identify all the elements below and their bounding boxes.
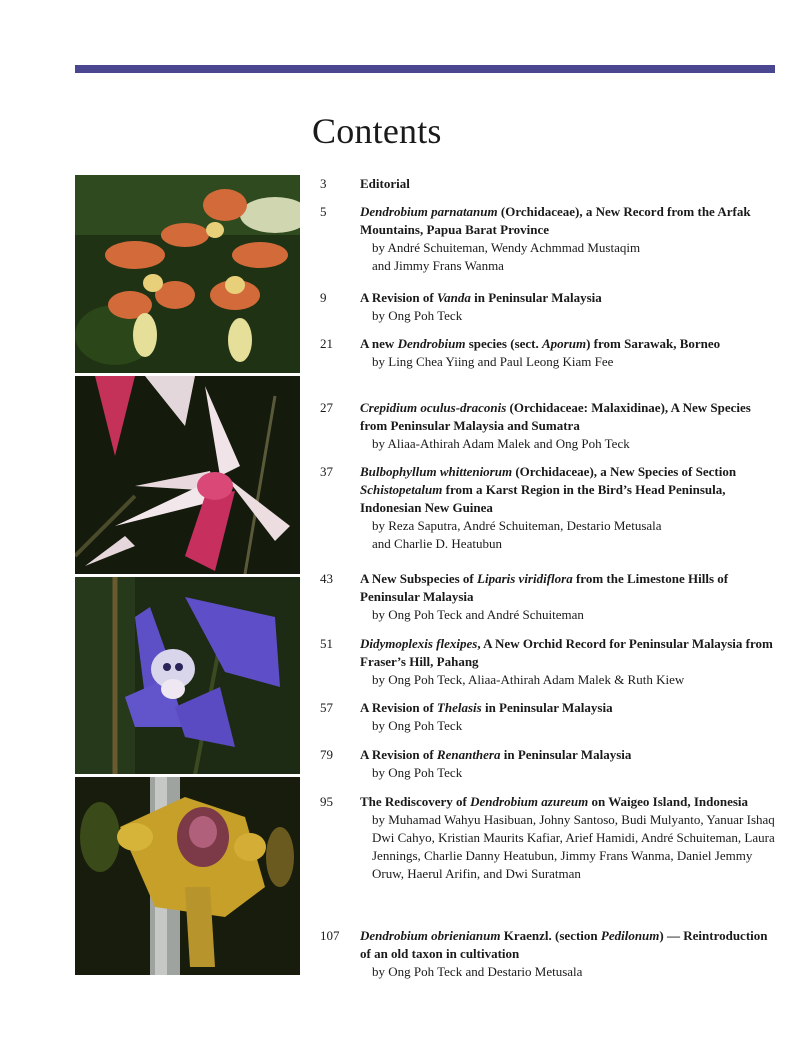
toc-title-segment: from a Karst Region in the Bird’s Head Peninsula, Indonesian New Guinea	[360, 482, 726, 515]
toc-page-number: 21	[320, 336, 333, 351]
toc-entry[interactable]	[320, 699, 780, 735]
page-title: Contents	[312, 111, 442, 151]
toc-title-segment: Dendrobium obrienianum	[360, 928, 501, 943]
toc-title-segment: (Orchidaceae), a New Species of Section	[512, 464, 737, 479]
toc-title-segment: A New Subspecies of	[360, 571, 478, 586]
toc-entry[interactable]	[320, 746, 780, 782]
toc-title-segment: Bulbophyllum whitteniorum	[360, 464, 513, 479]
toc-title-segment: Kraenzl. (section	[500, 928, 601, 943]
toc-title-segment: in Peninsular Malaysia	[470, 290, 602, 305]
toc-entry[interactable]	[320, 335, 780, 371]
toc-entry[interactable]	[320, 927, 780, 981]
toc-entry-authors: by Ling Chea Yiing and Paul Leong Kiam Fee	[372, 354, 614, 369]
toc-page-number: 27	[320, 400, 333, 415]
toc-title-segment: A Revision of	[360, 747, 437, 762]
toc-entry-title	[360, 335, 780, 353]
yellow-orchid-closeup-photo	[75, 777, 300, 975]
toc-entry-title	[360, 570, 780, 606]
toc-entry[interactable]	[320, 635, 780, 689]
toc-page-number: 57	[320, 700, 333, 715]
toc-page-number: 9	[320, 290, 327, 305]
toc-page-number: 37	[320, 464, 333, 479]
toc-entry-authors: by Ong Poh Teck	[372, 765, 463, 780]
toc-title-segment: Dendrobium azureum	[470, 794, 589, 809]
toc-entry-title	[360, 927, 780, 963]
toc-entry-title	[360, 699, 780, 717]
toc-title-segment: Renanthera	[436, 747, 501, 762]
toc-title-segment: (Orchidaceae), a New Record from the Arfak Mountains, Papua Barat Province	[360, 204, 751, 237]
toc-title-segment: Vanda	[436, 290, 471, 305]
toc-entry-authors: by Ong Poh Teck, Aliaa-Athirah Adam Malek & Ruth Kiew	[372, 672, 685, 687]
toc-entry-authors: by André Schuiteman, Wendy Achmmad Mustaqim	[372, 240, 641, 255]
toc-entry[interactable]	[320, 463, 780, 553]
toc-title-segment: Didymoplexis flexipes	[360, 636, 478, 651]
toc-title-segment: Dendrobium parnatanum	[360, 204, 498, 219]
pink-white-orchid-photo	[75, 376, 300, 574]
toc-title-segment: Dendrobium	[397, 336, 466, 351]
toc-title-segment: Editorial	[360, 176, 410, 191]
toc-page-number: 51	[320, 636, 333, 651]
toc-entry-authors: and Jimmy Frans Wanma	[372, 258, 504, 273]
toc-title-segment: in Peninsular Malaysia	[500, 747, 632, 762]
blue-orchid-photo	[75, 577, 300, 775]
toc-title-segment: Thelasis	[436, 700, 482, 715]
toc-title-segment: ) from Sarawak, Borneo	[586, 336, 721, 351]
toc-title-segment: A Revision of	[360, 290, 437, 305]
toc-entry-title	[360, 399, 780, 435]
toc-page-number: 5	[320, 204, 327, 219]
toc-title-segment: Aporum	[542, 336, 587, 351]
photo-column	[75, 175, 300, 975]
toc-page-number: 79	[320, 747, 333, 762]
toc-page-number: 107	[320, 928, 340, 943]
toc-entry-authors: by Ong Poh Teck and Destario Metusala	[372, 964, 583, 979]
toc-title-segment: on Waigeo Island, Indonesia	[588, 794, 749, 809]
toc-entry[interactable]	[320, 175, 780, 193]
toc-entry-title	[360, 289, 780, 307]
toc-title-segment: Liparis viridiflora	[477, 571, 573, 586]
header-rule	[75, 65, 775, 73]
toc-title-segment: Crepidium oculus-draconis	[360, 400, 507, 415]
toc-title-segment: , A New Orchid Record for Peninsular Malaysia from Fraser’s Hill, Pahang	[360, 636, 773, 669]
toc-entry-authors: by Aliaa-Athirah Adam Malek and Ong Poh Teck	[372, 436, 630, 451]
toc-entry-authors: by Muhamad Wahyu Hasibuan, Johny Santoso, Budi Mulyanto, Yanuar Ishaq Dwi Cahyo, Kristian Maurits Kafiar, Arief Hamidi, André Schuiteman, Laura Jennings, Charlie Danny Heatubun, Jimmy Frans Wanma, Daniel Jemmy Oruw, Haerul Arifin, and Dwi Suratman	[372, 812, 775, 881]
toc-page-number: 95	[320, 794, 333, 809]
toc-title-segment: Pedilonum	[600, 928, 660, 943]
toc-entry[interactable]	[320, 793, 780, 883]
toc-page-number: 43	[320, 571, 333, 586]
toc-page-number: 3	[320, 176, 327, 191]
toc-entry-title	[360, 463, 780, 517]
toc-entry-title	[360, 746, 780, 764]
toc-title-segment: Schistopetalum	[360, 482, 443, 497]
orange-orchid-cluster-photo	[75, 175, 300, 373]
toc-entry-authors: by Ong Poh Teck and André Schuiteman	[372, 607, 584, 622]
toc-title-segment: (Orchidaceae: Malaxidinae), A New Species from Peninsular Malaysia and Sumatra	[360, 400, 751, 433]
toc-entry[interactable]	[320, 203, 780, 275]
toc-entry-authors: by Reza Saputra, André Schuiteman, Destario Metusala	[372, 518, 662, 533]
toc-entry[interactable]	[320, 570, 780, 624]
toc-title-segment: from the Limestone Hills of Peninsular Malaysia	[360, 571, 729, 604]
toc-entry[interactable]	[320, 289, 780, 325]
toc-title-segment: A Revision of	[360, 700, 437, 715]
toc-entry-authors: and Charlie D. Heatubun	[372, 536, 502, 551]
toc-title-segment: A new	[360, 336, 398, 351]
toc-title-segment: species (sect.	[465, 336, 542, 351]
toc-entry-authors: by Ong Poh Teck	[372, 718, 463, 733]
toc-entry-title	[360, 175, 780, 193]
toc-entry-title	[360, 793, 780, 811]
toc-entry-title	[360, 203, 780, 239]
toc-entry-title	[360, 635, 780, 671]
toc-entry-authors: by Ong Poh Teck	[372, 308, 463, 323]
toc-entry[interactable]	[320, 399, 780, 453]
toc-title-segment: ) — Reintroduction of an old taxon in cultivation	[360, 928, 768, 961]
toc-title-segment: in Peninsular Malaysia	[481, 700, 613, 715]
toc-title-segment: The Rediscovery of	[360, 794, 471, 809]
